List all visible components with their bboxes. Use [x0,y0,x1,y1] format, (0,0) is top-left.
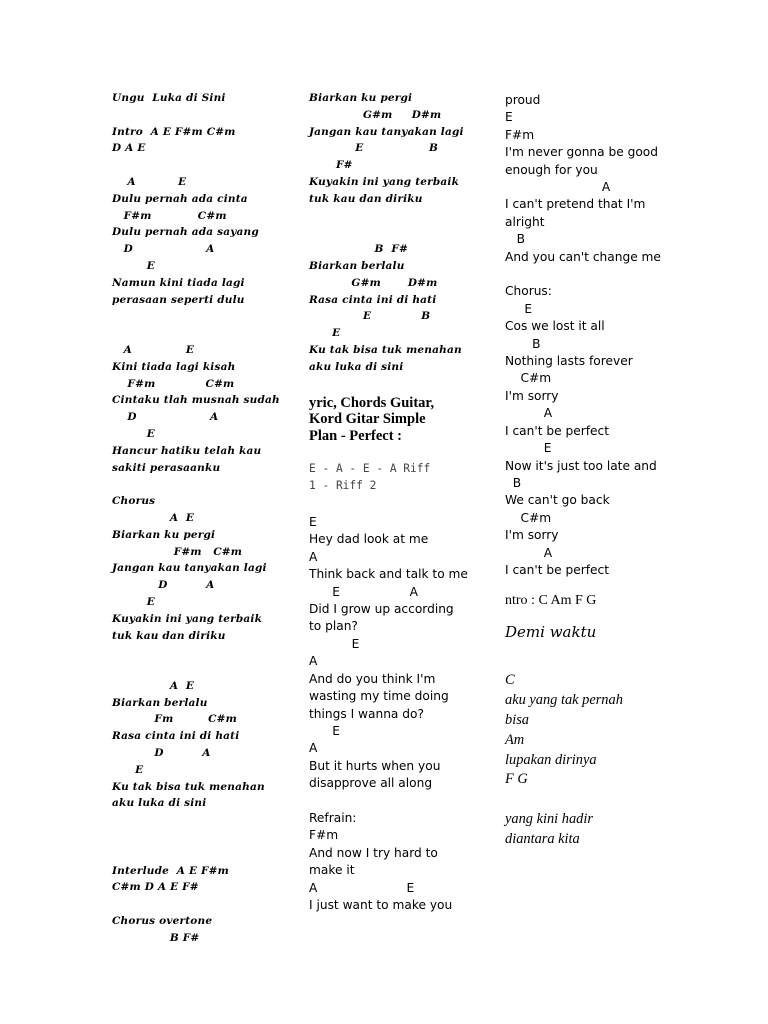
text-line: C [505,672,515,689]
text-line: I'm sorry [505,388,559,403]
text-line: E [112,595,155,608]
text-line: Cos we lost it all [505,319,605,334]
text-line: aku yang tak pernah [505,692,623,709]
text-line: E [309,636,360,651]
text-line: Dulu pernah ada cinta [112,192,248,205]
text-line: aku luka di sini [309,360,404,373]
text-line: F#m C#m [112,209,227,222]
text-line: aku luka di sini [112,797,207,810]
text-line: things I wanna do? [309,706,424,721]
column-left [112,90,280,947]
text-line: Did I grow up according [309,602,454,617]
text-line: I'm sorry [505,528,559,543]
text-line: lupakan dirinya [505,751,597,768]
text-line [505,790,675,810]
text-line: A [309,549,318,564]
text-line: E [112,763,144,776]
text-line: alright [505,214,545,229]
text-line: sakiti perasaanku [112,461,221,474]
text-line: Biarkan berlalu [112,696,208,709]
text-line [112,325,272,342]
text-line: Dulu pernah ada sayang [112,226,259,239]
text-line: D A E [112,142,146,155]
text-line: A [309,741,318,756]
text-line: G#m D#m [309,276,438,289]
text-line: A [309,654,318,669]
text-line: D A [112,579,215,592]
text-line: Rasa cinta ini di hati [309,293,437,306]
text-line: E [112,259,155,272]
text-line [112,107,272,124]
text-line: Am [505,731,525,748]
text-line [112,896,272,913]
text-line: Kini tiada lagi kisah [112,360,236,373]
text-line [112,812,272,829]
text-line: A [505,180,611,195]
text-line: A E [112,343,195,356]
song-title-demi-waktu: Demi waktu [505,623,597,642]
text-line: F#m [309,828,339,843]
text-line: Kuyakin ini yang terbaik [309,175,460,188]
text-line: G#m D#m [309,108,442,121]
text-line: Nothing lasts forever [505,354,633,369]
text-line: 1 - Riff 2 [309,479,377,493]
text-line [309,224,469,241]
chorus-lyrics [505,92,675,579]
text-line: yric, Chords Guitar, [309,394,435,411]
text-line: A E [112,175,187,188]
text-line: C#m [505,371,552,386]
text-line: Refrain: [309,810,357,825]
text-line: E [505,441,552,456]
text-line: perasaan seperti dulu [112,293,245,306]
text-line: And now I try hard to [309,845,438,860]
text-line: E B [309,310,431,323]
text-line [112,846,272,863]
text-line: A E [309,880,415,895]
text-line: B F# [309,243,408,256]
text-line: E [505,110,513,125]
text-line: We can't go back [505,493,610,508]
text-line: E [505,301,533,316]
text-line: Plan - Perfect : [309,427,402,444]
text-line: B [505,232,525,247]
text-line [112,661,272,678]
text-line: tuk kau dan diriku [309,192,423,205]
text-line: But it hurts when you [309,758,441,773]
text-line: Hey dad look at me [309,532,429,547]
text-line [112,644,272,661]
text-line: E A [309,584,419,599]
text-line: proud [505,93,541,107]
text-line: F# [309,159,353,172]
text-line [112,308,272,325]
text-line: I'm never gonna be good [505,145,658,160]
text-line: I just want to make you [309,897,453,912]
text-line: Fm C#m [112,713,237,726]
riff-line [309,460,469,494]
column-middle [309,90,469,914]
text-line: Cintaku tlah musnah sudah [112,394,280,407]
text-line [309,793,469,810]
verse-lyrics [309,514,469,914]
text-line [112,476,272,493]
text-line: E [309,327,341,340]
text-line: C#m D A E F# [112,881,199,894]
text-line: Intro A E F#m C#m [112,125,236,138]
text-line: Kuyakin ini yang terbaik [112,612,263,625]
text-line: Namun kini tiada lagi [112,276,245,289]
text-line: F#m C#m [112,377,235,390]
text-line: yang kini hadir [505,810,593,827]
demi-waktu-lyrics [505,671,675,849]
text-line: I can't be perfect [505,423,609,438]
text-line: Ku tak bisa tuk menahan [309,343,462,356]
text-line: enough for you [505,162,598,177]
intro-chords: ntro : C Am F G [505,593,597,609]
text-line: diantara kita [505,830,580,847]
text-line: C#m [505,510,552,525]
text-line: A E [112,679,195,692]
text-line: E B [309,142,439,155]
text-line: Hancur hatiku telah kau [112,444,262,457]
text-line [112,157,272,174]
text-line: tuk kau dan diriku [112,629,226,642]
text-line: Ungu Luka di Sini [112,92,226,104]
text-line: A [505,406,553,421]
text-line: wasting my time doing [309,689,449,704]
text-line [505,266,675,283]
song-heading [309,395,469,445]
text-line: Biarkan berlalu [309,259,405,272]
chorus-key-change-block [309,90,469,376]
text-line: E - A - E - A Riff [309,462,431,476]
text-line [309,208,469,225]
text-line: D A [112,411,219,424]
text-line: Chorus: [505,284,552,299]
text-line: B F# [112,931,200,944]
text-line: Interlude A E F#m [112,864,229,877]
text-line: Now it's just too late and [505,458,657,473]
text-line: E [309,723,340,738]
text-line: Biarkan ku pergi [309,92,413,104]
text-line: F G [505,771,528,788]
text-line: Chorus [112,495,156,508]
text-line: F#m [505,127,535,142]
text-line: to plan? [309,619,358,634]
text-line: E [112,427,155,440]
text-line: D A [112,243,215,256]
text-line: And you can't change me [505,249,661,264]
text-line: A [505,545,553,560]
text-line: Kord Gitar Simple [309,411,426,428]
text-line [112,829,272,846]
text-line: Think back and talk to me [309,567,468,582]
text-line: E [309,515,317,530]
text-line: Jangan kau tanyakan lagi [112,562,267,575]
text-line: And do you think I'm [309,671,436,686]
text-line: disapprove all along [309,776,433,791]
text-line: Rasa cinta ini di hati [112,730,240,743]
text-line: F#m C#m [112,545,243,558]
text-line: make it [309,863,355,878]
text-line: Chorus overtone [112,915,213,928]
text-line: Ku tak bisa tuk menahan [112,780,265,793]
text-line: I can't pretend that I'm [505,197,646,212]
text-line: I can't be perfect [505,562,609,577]
text-line: bisa [505,711,529,728]
column-right [505,92,675,850]
text-line: A E [112,511,195,524]
text-line: Jangan kau tanyakan lagi [309,125,464,138]
text-line: Biarkan ku pergi [112,528,216,541]
text-line: B [505,336,541,351]
text-line: D A [112,747,211,760]
text-line: B [505,475,522,490]
